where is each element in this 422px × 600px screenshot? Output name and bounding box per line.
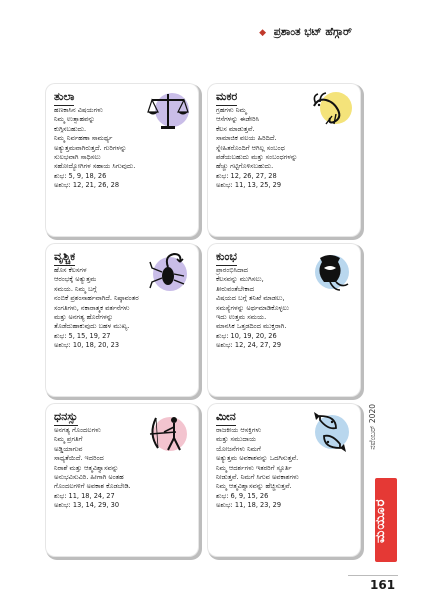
text-line: ಯೋಜನೆಗಳು ನಿಮಗೆ	[216, 444, 261, 453]
text-line: ನಿಮ್ಮ ಪ್ರಗತಿಗೆ	[54, 435, 83, 444]
sign-title: ಧನಸ್ಸು	[54, 410, 78, 426]
unlucky-dates: ಅಶುಭ: 12, 24, 27, 29	[216, 341, 282, 350]
lucky-dates: ಶುಭ: 11, 18, 24, 27	[54, 491, 115, 500]
text-line: ಗ್ರಹಗಳು ನಿಮ್ಮ	[216, 106, 247, 114]
lucky-dates: ಶುಭ: 5, 15, 19, 27	[54, 331, 111, 340]
lucky-dates: ಶುಭ: 6, 9, 15, 26	[216, 491, 269, 500]
text-line: ನಿಮ್ಮ ಉತ್ಸಾಹವನ್ನು	[54, 115, 95, 124]
unlucky-dates: ಅಶುಭ: 11, 13, 25, 29	[216, 181, 282, 190]
text-line: ಸಮಸ್ಯೆಗಳನ್ನು ಅರ್ಥಮಾಡಿಕೊಳ್ಳಲು	[216, 303, 289, 312]
text-line: ಅನುಭವಿಸುವಿರಿ. ಹೀಗಾಗಿ ಅಂತಹ	[54, 473, 124, 482]
text-line: ನಂಬಿಕೆ ಪ್ರಶಂಸಾರ್ಹವಾಗಿದೆ. ನಿಷ್ಠಾವಂತರ	[54, 294, 139, 303]
text-line: ಹಣಕಾಸಿನ ವಿಷಯಗಳು	[54, 106, 103, 114]
text-line: ಸಾಧ್ಯತೆಯಿದೆ. ಇದರಿಂದ	[54, 454, 104, 463]
text-line: ಸಾಮಾಜಿಕ ವಲಯ ಹಿರಿದಿದೆ.	[216, 134, 277, 143]
text-line: ಸಂಗತಿಗಳು, ನಕಾರಾತ್ಮಕ ವರ್ತನೆಗಳು	[54, 303, 130, 312]
text-line: ತೀರುವಂತೆಬೇಕಾದ	[216, 284, 255, 293]
sign-title: ತುಲಾ	[54, 90, 74, 106]
magazine-brand	[366, 478, 396, 568]
text-line: ನಿಮ್ಮ ನಿರ್ವಹಣಾ ಸಾಮರ್ಥ್ಯ	[54, 134, 113, 143]
text-line: ಇದು ಉತ್ತಮ ಸಮಯ.	[216, 313, 267, 322]
sign-title: ಕುಂಭ	[216, 250, 237, 266]
issue-month: ನವೆಂಬರ್ 2020	[368, 404, 377, 450]
text-line: ತೊಡೆದುಹಾಕುವುದು ಬಹಳ ಮುಖ್ಯ.	[54, 322, 130, 331]
sign-title: ವೃಶ್ಚಿಕ	[54, 250, 75, 266]
text-line: ಕೆಲಸವನ್ನು ಮುಗಿಸಲು,	[216, 275, 264, 284]
unlucky-dates: ಅಶುಭ: 11, 18, 23, 29	[216, 501, 282, 510]
text-line: ಅಡ್ಡಿಯಾಗುವ	[54, 444, 83, 453]
text-line: ಅತ್ಯುತ್ತಮವಾಗಿರುತ್ತದೆ. ಗುರಿಗಳನ್ನು	[54, 143, 127, 152]
text-line: ಹೆಚ್ಚು ಗಟ್ಟಿಗೊಳಿಸಬಹುದು.	[216, 162, 274, 171]
horoscope-card-vrishchika	[46, 244, 198, 396]
horoscope-card-dhanassu	[46, 404, 198, 556]
horoscope-card-meena	[208, 404, 360, 556]
text-line: ನಿರಾಶೆ ಮತ್ತು ಆತ್ಮವಿಶ್ವಾಸವನ್ನು	[54, 463, 119, 472]
brand-name: ಮಯೂರ	[373, 498, 388, 544]
text-line: ಅನಗತ್ಯ ಗೊಂದಲಗಳು	[54, 426, 101, 434]
text-line: ಪಡೆಯಬಹುದು ಮತ್ತು ಸಂಬಂಧಗಳನ್ನು	[216, 153, 298, 162]
text-line: ಮಾನಸಿಕ ಒತ್ತಡದಿಂದ ಮುಕ್ತರಾಗಿ.	[216, 322, 287, 331]
page-divider	[348, 575, 398, 576]
text-line: ಸುಲಭವಾಗಿ ಸಾಧಿಸಲು	[54, 153, 101, 162]
diamond-icon: ◆	[259, 28, 267, 38]
text-line: ಮತ್ತು ಅನಗತ್ಯ ಹೊರೆಗಳನ್ನು	[54, 313, 114, 322]
text-line: ಸಮಯ. ನಿಮ್ಮ ಬಗ್ಗೆ	[54, 284, 97, 293]
text-line: ನಿಮ್ಮ ಆತ್ಮವಿಶ್ವಾಸವನ್ನು ಹೆಚ್ಚಿಸುತ್ತವೆ.	[216, 482, 292, 491]
text-line: ಆಸೆಗಳನ್ನು ಈಡೇರಿಸಿ	[216, 115, 260, 124]
text-line: ಮತ್ತು ಸಮುದಾಯ	[216, 435, 257, 444]
lucky-dates: ಶುಭ: 10, 19, 20, 26	[216, 331, 277, 340]
text-line: ನೀಡುತ್ತವೆ. ನಿಮಗೆ ಸಿಗುವ ಅವಕಾಶಗಳು	[216, 473, 299, 482]
unlucky-dates: ಅಶುಭ: 13, 14, 29, 30	[54, 501, 120, 510]
unlucky-dates: ಅಶುಭ: 12, 21, 26, 28	[54, 181, 120, 190]
text-line: ಆರಂಭಕ್ಕೆ ಅತ್ಯುತ್ತಮ	[54, 275, 97, 284]
text-line: ಅತ್ಯುತ್ತಮ ಅವಕಾಶವನ್ನು ಒದಗಿಸುತ್ತವೆ.	[216, 454, 299, 463]
text-line: ಕೆಲಸ ಮಾಡುತ್ತವೆ.	[216, 124, 255, 133]
text-line: ಸಹೋದ್ಯೋಗಿಗಳ ಸಹಾಯ ಸಿಗುವುದು.	[54, 162, 136, 171]
text-line: ಕುಗ್ಗಿಸಬಹುದು.	[54, 124, 87, 133]
author-byline	[0, 26, 352, 39]
text-line: ಪ್ರಾರಂಭಿಸಿದಾದ	[216, 266, 249, 274]
text-line: ನಿಮ್ಮ ಆದರ್ಶಗಳು ಇತರರಿಗೆ ಸ್ಫೂರ್ತಿ	[216, 463, 292, 472]
text-line: ರಾಜಕೀಯ ಆಸಕ್ತಿಗಳು	[216, 426, 262, 434]
text-line: ವಿಷಯದ ಬಗ್ಗೆ ತನಿಖೆ ಮಾಡಲು,	[216, 294, 285, 303]
page-number: 161	[370, 578, 396, 592]
text-line: ಸ್ನೇಹಿತರೊಂದಿಗೆ ಆಗಿಲ್ಲ ಸಂಬಂಧ	[216, 143, 285, 152]
author-name: ಪ್ರಶಾಂತ ಭಟ್ ಹೆಗ್ಗಾರ್	[273, 26, 352, 38]
lucky-dates: ಶುಭ: 5, 9, 18, 26	[54, 171, 107, 180]
text-line: ಹೊಸ ಕೆಲಸಗಳ	[54, 266, 87, 274]
horoscope-card-makara	[208, 84, 360, 236]
unlucky-dates: ಅಶುಭ: 10, 18, 20, 23	[54, 341, 120, 350]
lucky-dates: ಶುಭ: 12, 26, 27, 28	[216, 171, 277, 180]
sign-title: ಮೀನ	[216, 410, 236, 426]
sign-title: ಮಕರ	[216, 90, 237, 106]
horoscope-card-tula	[46, 84, 198, 236]
horoscope-card-kumbha	[208, 244, 360, 396]
text-line: ಗೊಂದಲಗಳಿಗೆ ಅವಕಾಶ ಕೊಡಬೇಡಿ.	[54, 482, 131, 491]
